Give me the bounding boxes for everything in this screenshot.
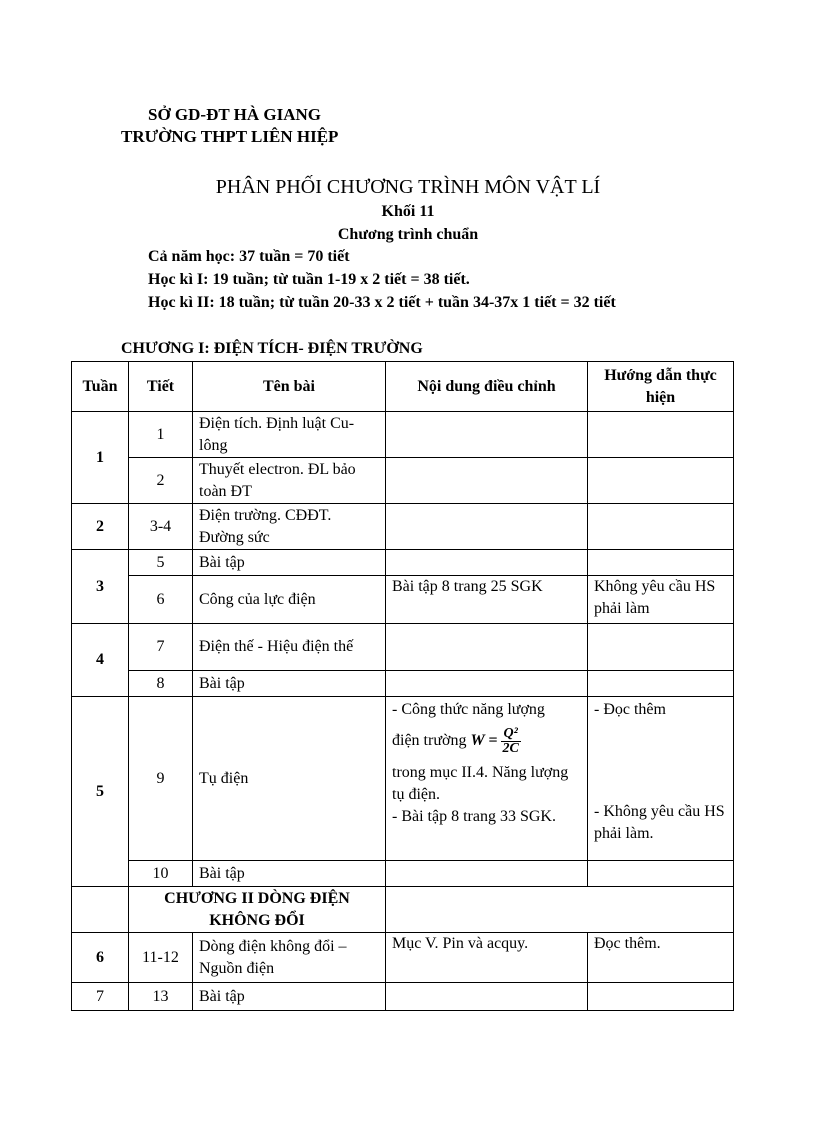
table-row — [72, 697, 734, 861]
adjust-cell — [386, 697, 588, 861]
adjust-cell — [386, 861, 588, 887]
formula-line — [392, 727, 581, 756]
adjust-cell — [386, 671, 588, 697]
guide-cell — [588, 697, 734, 861]
lesson-cell: Tụ điện — [193, 697, 386, 861]
guide-cell: Đọc thêm. — [588, 933, 734, 983]
header-period: Tiết — [129, 362, 193, 412]
grade-label: Khối 11 — [381, 203, 435, 220]
chapter-2-heading: CHƯƠNG II DÒNG ĐIỆN KHÔNG ĐỔI — [129, 887, 386, 933]
header-guide: Hướng dẫn thực hiện — [588, 362, 734, 412]
adjust-cell — [386, 504, 588, 550]
header-adjust: Nội dung điều chỉnh — [386, 362, 588, 412]
guide-cell — [588, 504, 734, 550]
table-row — [72, 550, 734, 576]
adjust-cell: Mục V. Pin và acquy. — [386, 933, 588, 983]
table-row — [72, 576, 734, 624]
adjust-cell — [386, 550, 588, 576]
period-cell: 3-4 — [129, 504, 193, 550]
period-cell: 9 — [129, 697, 193, 861]
lesson-cell: Điện trường. CĐĐT. Đường sức — [193, 504, 386, 550]
chapter-row — [72, 887, 734, 933]
empty-cell — [72, 887, 129, 933]
week-cell: 6 — [72, 933, 129, 983]
adjust-line-4: - Bài tập 8 trang 33 SGK. — [392, 808, 556, 825]
guide-cell — [588, 671, 734, 697]
table-row — [72, 458, 734, 504]
week-cell: 2 — [72, 504, 129, 550]
period-cell: 6 — [129, 576, 193, 624]
adjust-line-3: trong mục II.4. Năng lượng tụ điện. — [392, 764, 569, 803]
lesson-cell: Bài tập — [193, 861, 386, 887]
energy-formula — [501, 727, 521, 756]
period-cell: 10 — [129, 861, 193, 887]
guide-cell — [588, 412, 734, 458]
period-cell: 5 — [129, 550, 193, 576]
org-line-1: SỞ GD-ĐT HÀ GIANG — [148, 105, 322, 124]
period-cell: 7 — [129, 624, 193, 671]
lesson-cell: Dòng điện không đổi – Nguồn điện — [193, 933, 386, 983]
week-cell: 3 — [72, 550, 129, 624]
lesson-cell: Điện thế - Hiệu điện thế — [193, 624, 386, 671]
document-title: PHÂN PHỐI CHƯƠNG TRÌNH MÔN VẬT LÍ — [215, 176, 601, 198]
adjust-cell — [386, 624, 588, 671]
lesson-cell: Bài tập — [193, 550, 386, 576]
guide-cell — [588, 550, 734, 576]
lesson-cell: Thuyết electron. ĐL bảo toàn ĐT — [193, 458, 386, 504]
period-cell: 2 — [129, 458, 193, 504]
lesson-cell: Công của lực điện — [193, 576, 386, 624]
period-cell: 13 — [129, 983, 193, 1011]
chapter-1-heading: CHƯƠNG I: ĐIỆN TÍCH- ĐIỆN TRƯỜNG — [121, 340, 423, 357]
period-cell: 8 — [129, 671, 193, 697]
table-row — [72, 933, 734, 983]
week-cell: 1 — [72, 412, 129, 504]
table-row — [72, 624, 734, 671]
period-cell: 1 — [129, 412, 193, 458]
adjust-cell — [386, 983, 588, 1011]
curriculum-table — [71, 361, 734, 1011]
table-row — [72, 412, 734, 458]
lesson-cell: Bài tập — [193, 983, 386, 1011]
adjust-line-1: - Công thức năng lượng — [392, 701, 545, 718]
formula-numerator: Q² — [501, 727, 521, 742]
table-header-row — [72, 362, 734, 412]
guide-cell — [588, 624, 734, 671]
guide-cell — [588, 861, 734, 887]
formula-denominator: 2C — [502, 741, 519, 756]
table-row — [72, 671, 734, 697]
adjust-cell — [386, 458, 588, 504]
guide-line-2: - Không yêu cầu HS phải làm. — [594, 803, 725, 842]
adjust-cell — [386, 412, 588, 458]
term2-summary: Học kì II: 18 tuần; từ tuần 20-33 x 2 tiết + tuần 34-37x 1 tiết = 32 tiết — [148, 294, 616, 311]
formula-lhs: W = — [470, 732, 498, 750]
week-cell: 7 — [72, 983, 129, 1011]
header-week: Tuần — [72, 362, 129, 412]
table-row — [72, 983, 734, 1011]
table-row — [72, 504, 734, 550]
period-cell: 11-12 — [129, 933, 193, 983]
header-lesson: Tên bài — [193, 362, 386, 412]
week-cell: 5 — [72, 697, 129, 887]
guide-cell: Không yêu cầu HS phải làm — [588, 576, 734, 624]
term1-summary: Học kì I: 19 tuần; từ tuần 1-19 x 2 tiết = 38 tiết. — [148, 271, 470, 288]
adjust-cell: Bài tập 8 trang 25 SGK — [386, 576, 588, 624]
guide-line-1: - Đọc thêm — [594, 701, 666, 718]
guide-cell — [588, 458, 734, 504]
program-label: Chương trình chuẩn — [337, 226, 479, 243]
lesson-cell: Điện tích. Định luật Cu-lông — [193, 412, 386, 458]
table-row — [72, 861, 734, 887]
week-cell: 4 — [72, 624, 129, 697]
org-line-2: TRƯỜNG THPT LIÊN HIỆP — [121, 127, 339, 146]
guide-cell — [588, 983, 734, 1011]
lesson-cell: Bài tập — [193, 671, 386, 697]
adjust-line-2: điện trường — [392, 732, 467, 750]
school-year-summary: Cả năm học: 37 tuần = 70 tiết — [148, 248, 350, 265]
empty-cell — [386, 887, 734, 933]
